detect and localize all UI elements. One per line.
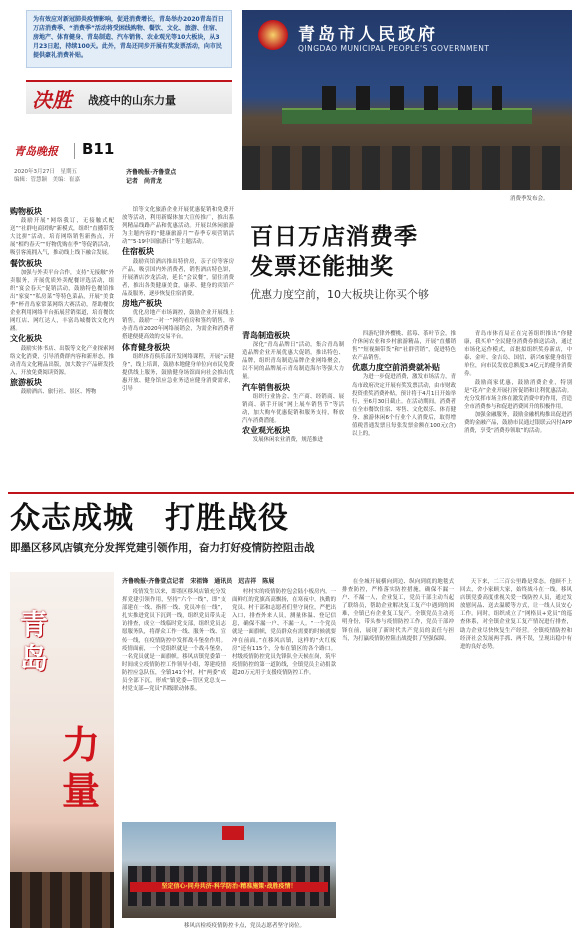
section-lodging: 住宿板块 (122, 247, 154, 257)
article-1-column-1 (10, 206, 114, 486)
article-1-column-2 (122, 206, 234, 486)
byline-1-source: 齐鲁晚报·齐鲁壹点 (126, 169, 177, 176)
article-2-text-4: 天下来，二三百公里路是常态。他顾不上回去，舍小家顾大家，始终战斗在一线。移风店镇党委高度重视关爱一线防控人员，通过发放慰问品、送去温暖等方式，让一线人员安心工作。同时，组织成立了“网格员+党员”的巡查体系，对全镇企业复工复产情况进行排查，助力企业尽快恢复生产经营。全镇疫情防控和经济社会发展两手抓、两不误，呈现出稳中有进的良好态势。 (460, 579, 572, 650)
podium-table (282, 108, 532, 124)
top-notice-box (26, 10, 232, 68)
column-2-lead-text: 馆等文化旅游企业开展优惠促销和免费开放等活动，利用新媒体加大宣传推广，推出系列精品线路产品和优惠活动。开展以休闲旅游为主题内容的“健康旅游月”“春季专项营销活动”“5·19中国旅游日”等主题活动。 (122, 207, 234, 246)
section-made-in-qingdao-text: 深化“青岛品牌日”活动，集合青岛制造品牌企业开展优惠大促销，推出特色、品牌，组织青岛制造品牌企业网络聚会，以不同的品牌展示青岛制造海尔等强大力量。 (242, 342, 344, 381)
article-2-text-3: 在全城开展横向到边、纵向到底的地毯式排查防控，严格落实防控措施，确保不漏一户、不漏一人，企业复工，党员干部主动当起了联络员，帮助企业解决复工复产中遇到的困难，全镇已有企业复工复产。全镇党员主动亮明身份，带头参与疫情防控工作，党员干部冲锋在前，展现了新时代共产党员的责任与担当，为打赢疫情防控阻击战提供了坚强保障。 (342, 579, 454, 642)
headline-2-main: 众志成城 打胜战役 (10, 501, 289, 536)
photo-red-banner: 坚定信心·同舟共济·科学防治·精准施策·战胜疫情！ (130, 882, 328, 892)
banner-title: 战疫中的山东力量 (88, 94, 176, 107)
section-made-in-qingdao: 青岛制造板块 (242, 331, 290, 340)
section-real-estate-text: 优化房地产市场调控，鼓励企业开展线上销售，鼓励“一对一”网约看房和签约销售，举办青岛市2020年网络展销会，为需企和消费者搭建便捷高效的交易平台。 (122, 310, 234, 341)
issue-date: 2020年3月27日 星期五 (14, 169, 77, 175)
byline-1-reporter: 记者 尚青龙 (126, 178, 163, 185)
article-2-column-1 (122, 588, 226, 818)
column-5-text-1: 青岛市体育局正在完善组织推出“你健康，我买单”全民健身消费券推送活动，通过市场化运作模式，首批拟组织奖券新店，中泰、金叶、金吉岛、国信、新兴6家健身组管单位，向市民发放总额度3.4亿元的健身消费券。 (464, 331, 572, 378)
headline-1-sub: 优惠力度空前，10大板块让你买个够 (250, 288, 429, 301)
section-subsidy: 优惠力度空前消费就补贴 (352, 363, 440, 373)
section-tourism: 旅游板块 (10, 377, 42, 387)
headline-2-sub: 即墨区移风店镇充分发挥党建引领作用，奋力打好疫情防控阻击战 (10, 542, 315, 554)
byline-2: 齐鲁晚报·齐鲁壹点记者 宋祖锋 通讯员 迟吉祥 陈展 (122, 578, 275, 585)
issue-editors: 编辑：管慧颖 美编：崔嘉 (14, 177, 81, 183)
article-2-text-1: 疫情发生以来，即墨区移风店镇充分发挥党建引领作用，坚持“六个一线”，即“支部建在一线、指挥一线、党员冲在一线”，扎实推进党员下沉到一线，组织党员带头走访排查，成立一线临时党支部，组织党员志愿服务队，将群众工作一线、服务一线、宣传一线，在疫情防控中发挥战斗堡垒作用。疫情面前，一个党组织就是一个战斗堡垒，一名党员就是一面旗帜。移风店镇党委第一时间成立疫情防控工作领导小组，筹建疫情防控应急队伍，全镇141个村，村“两委”成员全部下沉，形成“镇党委—管区党总支—村党支部—党员”四级联动体系。 (122, 589, 226, 693)
section-culture-text: 鼓励实体书店、出版等文化产业探索网络文化消费，引导消费群内容和新形态，推动青岛文化精品出版，加大数字产品研发投入，开放免费阅读资源。 (10, 345, 114, 376)
section-auto-sales-text: 组织行业协会、生产商、经销商、展销商、新手开展“网上展车销售节”等活动，加大购车优惠促销和服务支持，释放汽车消费潜能。 (242, 393, 344, 424)
section-fitness: 体育健身板块 (122, 342, 170, 352)
section-real-estate: 房地产板块 (122, 299, 162, 309)
article-1-column-4 (352, 330, 456, 486)
side-banner (10, 572, 114, 928)
photo-title-en: QINGDAO MUNICIPAL PEOPLE'S GOVERNMENT (298, 44, 490, 53)
column-5-text-2: 鼓励商家优惠，鼓励消费企业，特别是“花卉”企业开展打折促销和让利优惠活动。充分发挥市场主体在激发消费中的作用，营造全市消费参与和促进消费回升的积极作用。 (464, 379, 572, 410)
article-2-column-2 (232, 588, 336, 818)
byline-1 (126, 168, 236, 186)
top-photo-caption: 消费季发布会。 (510, 196, 549, 202)
headline-1-line1: 百日万店消费季 (250, 224, 418, 250)
crowd-silhouette (10, 872, 114, 928)
masthead-divider (74, 143, 75, 159)
party-flag-icon (222, 826, 244, 840)
side-banner-line2: 力量 (62, 723, 101, 813)
national-emblem-icon (258, 20, 288, 50)
article-1-column-5 (464, 330, 572, 486)
speakers (322, 86, 502, 110)
section-subsidy-text: 为进一步促进消费，激发市场活力，青岛市政府决定开展有奖发票活动，由市财政投资重奖消费补贴，预计将于4月1日开始举行，至6月30日截止。在活动期间，消费者在全市餐饮住宿、零售、文化娱乐、体育健身、旅游休闲6个行业个人消费后，取得增值税普通发票且每张发票金额在100元(含)以上的， (352, 374, 456, 438)
series-banner (26, 80, 232, 114)
column-4-lead-text: 四游纪律外樱桃、蓝莓、茶叶节会，推介休闲农业和乡村旅游精品，开展“直播销售”“短视频带货”和“社群营销”，促进特色农产品销售。 (352, 331, 456, 362)
masthead (14, 140, 236, 162)
article-2-column-3 (342, 578, 454, 928)
column-5-text-3: 加强金融服务，鼓励金融机构推出促进消费的金融产品，鼓励市民通过银联云闪付APP消费，享受“消费券领取”的活动。 (464, 411, 572, 435)
headline-1-line2: 发票还能抽奖 (250, 254, 394, 280)
page-number: B11 (82, 140, 115, 158)
top-notice-text: 为有效应对新冠肺炎疫情影响，促进消费增长，青岛举办2020青岛百日万店消费季、“消费季”活动将受困线购物、餐饮、文化、旅游、住宿、房地产、体育健身、青岛制造、汽车销售、农业观光等10大板块，从3月23日起，持续100天。此外，青岛还同步开展有奖发票活动，向市民提供豪礼消费补贴。 (33, 16, 224, 59)
side-banner-line1: 青岛 (20, 608, 49, 675)
section-divider (8, 492, 574, 494)
audience-row (242, 146, 572, 190)
headline-1 (250, 222, 572, 302)
masthead-brand: 青岛晚报 (14, 145, 58, 158)
section-lodging-text: 鼓励宾馆酒店推出特价房，亲子房等客房产品，吸引国内外消费者，销售酒店特色饼，开展酒店沙龙活动，延长“会议餐”，留住消费者，推出各类健康美食，康养、健身的宾馆产品及服务，逐步恢复住宿消费。 (122, 258, 234, 297)
banner-tag: 决胜 (32, 88, 72, 112)
article-2-text-2: 村村实的疫情防控包会陆小板房内，一面鲜红的党旗高高飘扬，在寒夜中，执勤的党员、村干部和志愿者们坚守岗位，严把出入口，排查外来人员，测量体温、登记信息，确保不漏一户、不漏一人。“一个党员就是一面旗帜，党员群众有需要的时候就要冲在前面。”在移风店镇，这样的“火红板房”还有115个，分布在镇区的各个路口。村级疫情防控党员先锋队全天候在岗，筑牢疫情防控的第一道防线，全镇党员主动捐款超20万元用于支援疫情防控工作。 (232, 589, 336, 676)
section-dining: 餐饮板块 (10, 258, 42, 268)
section-agri-tourism-text: 发展休闲农业消费，规范推进 (252, 437, 323, 444)
photo-title-cn: 青岛市人民政府 (298, 25, 438, 45)
press-conference-photo (242, 10, 572, 190)
issue-meta (14, 168, 124, 184)
section-tourism-text: 鼓励酒店、旅行社、景区、博物 (20, 388, 97, 395)
section-agri-tourism: 农业观光板块 (242, 426, 290, 436)
section-dining-text: 加强与外卖平台合作，支持“无接触”外卖服务，开展优质外卖配餐评选活动，组织“宴会春天”促销活动，鼓励特色餐馆推出“家宴”“私房菜”等特色菜品，开展“美食季”杯青岛家常菜网络大赛活动，帮助餐饮企业利用网络平台拓展营销渠道，培育餐饮网红店、网红达人，丰富岛城餐饮文化内涵。 (10, 269, 114, 333)
checkpoint-photo (122, 822, 336, 918)
section-shopping: 购物板块 (10, 207, 42, 216)
article-2-column-4 (460, 578, 572, 928)
section-auto-sales: 汽车销售板块 (242, 382, 290, 392)
section-shopping-text: 鼓励开展“网络我订，无接触式配送”“社群电商团购”新模式，组织“直播带货大比拼”活动，培育网络销售新热点，开展“相约春天”“好物优购在季”等促销活动，吸引客流拥入气，推动线上线下融合发展。 (10, 218, 114, 257)
section-fitness-text: 组织体育俱乐部开发网络课程，开展“云健身”，线上培训，鼓励本地健身单位向市民免费提供线上服务，鼓励健身场馆面向社会推出优惠开放、健身馆应急业务适应健身消费需求，引导 (122, 353, 234, 392)
article-1-column-3 (242, 330, 344, 486)
section-culture: 文化板块 (10, 334, 42, 344)
bottom-photo-caption: 移风店检疫疫情防控卡点，党员志愿者坚守岗位。 (184, 923, 306, 929)
headline-2 (10, 500, 570, 555)
